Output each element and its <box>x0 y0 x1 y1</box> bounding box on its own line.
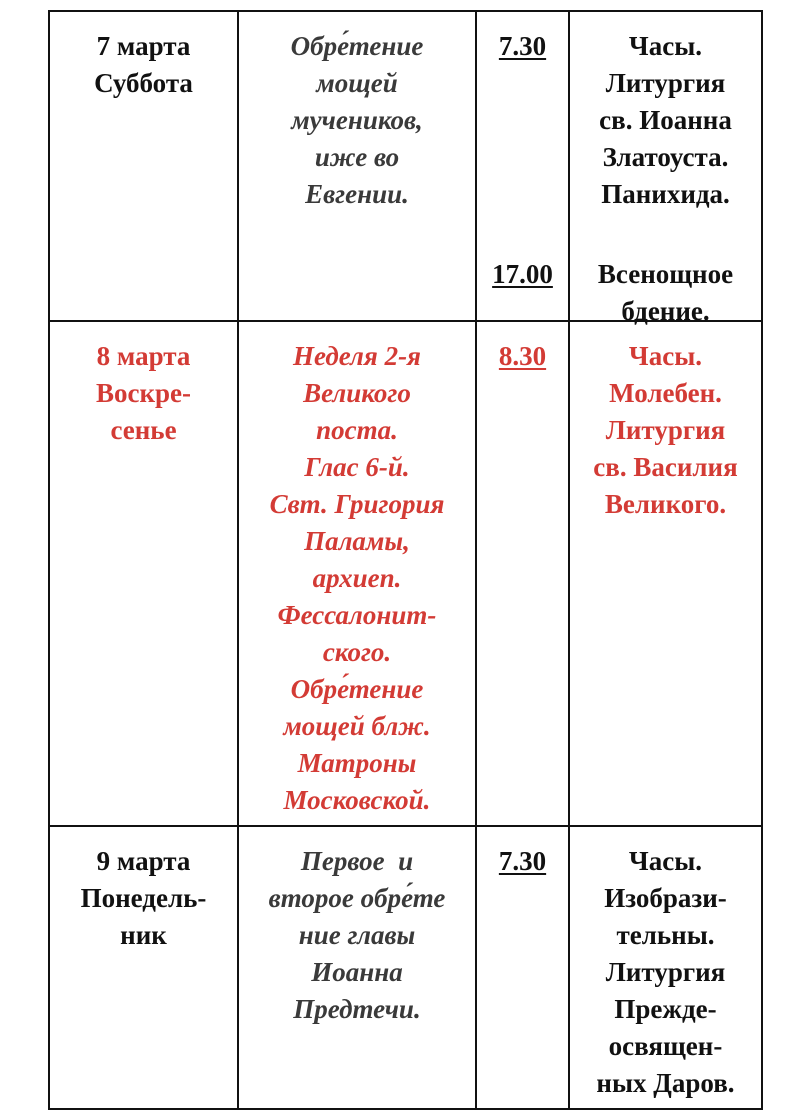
service-line: Часы. <box>628 341 703 371</box>
feast-cell <box>238 11 476 321</box>
feast-line: архиеп. <box>312 563 402 593</box>
service-line: св. Иоанна <box>599 105 732 135</box>
service-line: Прежде- <box>614 994 717 1024</box>
feast-line: иже во <box>314 142 400 172</box>
service-line: Часы. <box>628 31 703 61</box>
service-line: Литургия <box>605 957 726 987</box>
time-cell <box>476 11 569 321</box>
feast-line: Обре́тение <box>290 674 424 704</box>
date-label: 8 марта <box>96 341 191 371</box>
feast-line: Первое и <box>300 846 414 876</box>
feast-line: мучеников, <box>291 105 423 135</box>
service-line: Златоуста. <box>602 142 729 172</box>
service-line: Великого. <box>604 489 727 519</box>
service-cell <box>569 321 762 826</box>
service-cell <box>569 826 762 1109</box>
feast-line: ского. <box>322 637 392 667</box>
evening-service-line: Всенощное <box>597 259 734 289</box>
service-cell <box>569 11 762 326</box>
feast-line: Иоанна <box>311 957 403 987</box>
feast-line: мощей блж. <box>283 711 431 741</box>
service-line: Изобрази- <box>604 883 727 913</box>
service-line: Часы. <box>628 846 703 876</box>
weekday-label: Суббота <box>94 68 193 98</box>
feast-line: Неделя 2-я <box>293 341 421 371</box>
date-cell <box>49 11 238 321</box>
feast-cell <box>238 321 476 826</box>
evening-time: 17.00 <box>492 259 553 289</box>
weekday-label: Понедель- <box>80 883 207 913</box>
schedule-row-march-8 <box>49 321 762 826</box>
feast-line: Великого <box>303 378 411 408</box>
feast-line: Паламы, <box>304 526 410 556</box>
feast-line: Обре́тение <box>290 31 424 61</box>
service-line: св. Василия <box>593 452 738 482</box>
schedule-row-march-7 <box>49 11 762 321</box>
feast-line: Глас 6-й. <box>304 452 410 482</box>
feast-line: ние главы <box>298 920 416 950</box>
feast-line: Евгении. <box>305 179 409 209</box>
weekday-label: Воскре- <box>95 378 192 408</box>
time-cell <box>476 321 569 826</box>
schedule-table <box>48 10 763 1110</box>
date-label: 7 марта <box>96 31 191 61</box>
feast-line: второе обре́те <box>268 883 446 913</box>
date-label: 9 марта <box>96 846 191 876</box>
date-cell <box>49 321 238 826</box>
service-line: тельны. <box>616 920 715 950</box>
schedule-row-march-9 <box>49 826 762 1109</box>
service-line: освящен- <box>608 1031 723 1061</box>
weekday-label: ник <box>120 920 167 950</box>
feast-cell <box>238 826 476 1109</box>
evening-service-line: бдение. <box>621 296 710 326</box>
feast-line: поста. <box>316 415 398 445</box>
morning-time: 8.30 <box>498 341 547 371</box>
time-cell <box>476 826 569 1109</box>
service-line: Литургия <box>605 68 726 98</box>
service-line: Панихида. <box>601 179 730 209</box>
feast-line: мощей <box>316 68 398 98</box>
morning-time: 7.30 <box>498 31 547 61</box>
morning-time: 7.30 <box>498 846 547 876</box>
service-line: Литургия <box>605 415 726 445</box>
service-line: ных Даров. <box>596 1068 735 1098</box>
weekday-label: сенье <box>110 415 177 445</box>
date-cell <box>49 826 238 1109</box>
feast-line: Предтечи. <box>293 994 421 1024</box>
feast-line: Свт. Григория <box>269 489 445 519</box>
feast-line: Московской. <box>283 785 431 815</box>
feast-line: Фессалонит- <box>277 600 437 630</box>
feast-line: Матроны <box>297 748 417 778</box>
service-line: Молебен. <box>609 378 722 408</box>
